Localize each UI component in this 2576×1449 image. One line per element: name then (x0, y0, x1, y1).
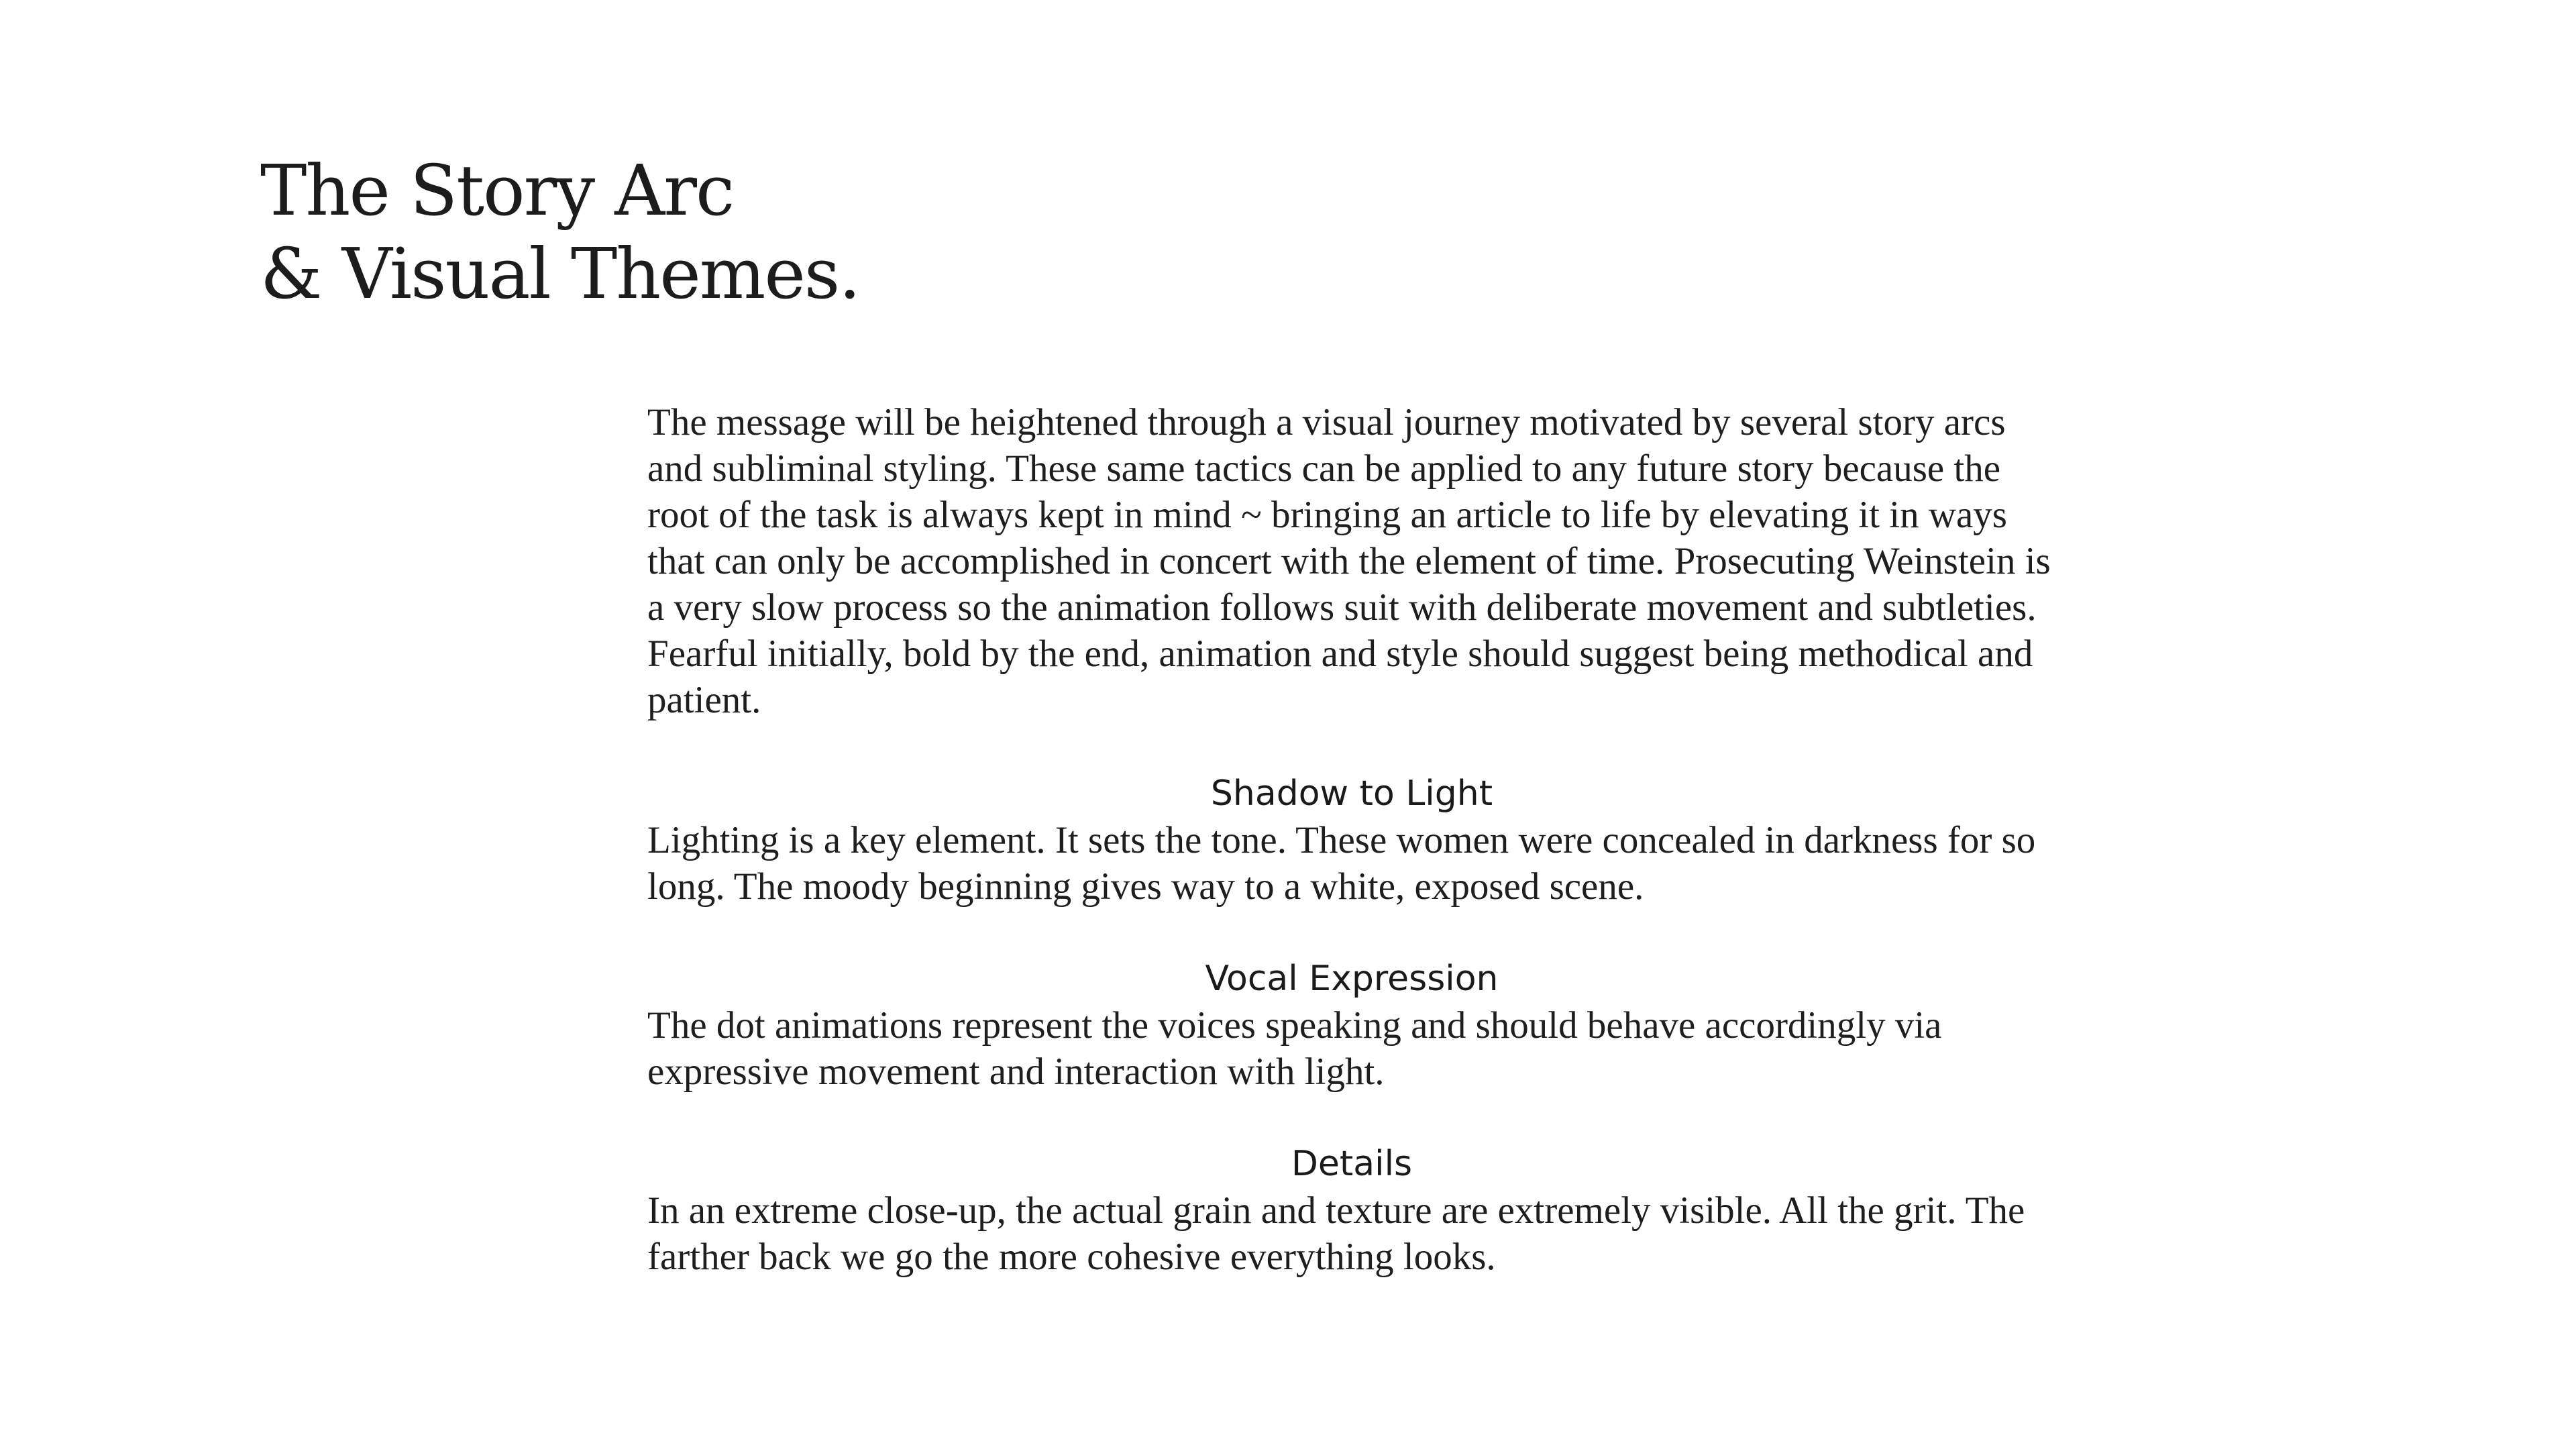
title-line-2: & Visual Themes. (260, 233, 860, 315)
section-paragraph: In an extreme close-up, the actual grain and texture are extremely visible. All the grit. The farther back we go the more cohesive everything looks. (647, 1189, 2025, 1278)
title-line-1: The Story Arc (260, 150, 734, 231)
content-column (647, 399, 2056, 1326)
section-heading: Details (1291, 1144, 1413, 1184)
page-title (260, 149, 859, 315)
section-details (647, 1140, 2056, 1280)
section-paragraph: The dot animations represent the voices speaking and should behave accordingly via expressive movement and interaction with light. (647, 1004, 1942, 1093)
section-heading: Vocal Expression (1205, 959, 1499, 999)
section-heading: Shadow to Light (1210, 773, 1493, 814)
section-shadow-to-light (647, 770, 2056, 910)
intro-paragraph: The message will be heightened through a visual journey motivated by several story arcs and subliminal styling. These same tactics can be applied to any future story because the root of the task is always kept in mind ~ bringing an article to life by elevating it in ways that can only be accomplished in concert with the element of time. Prosecuting Weinstein is a very slow process so the animation follows suit with deliberate movement and subtleties. Fearful initially, bold by the end, animation and style should suggest being methodical and patient. (647, 401, 2051, 721)
section-paragraph: Lighting is a key element. It sets the tone. These women were concealed in darkness for so long. The moody beginning gives way to a white, exposed scene. (647, 819, 2036, 908)
section-vocal-expression (647, 955, 2056, 1095)
